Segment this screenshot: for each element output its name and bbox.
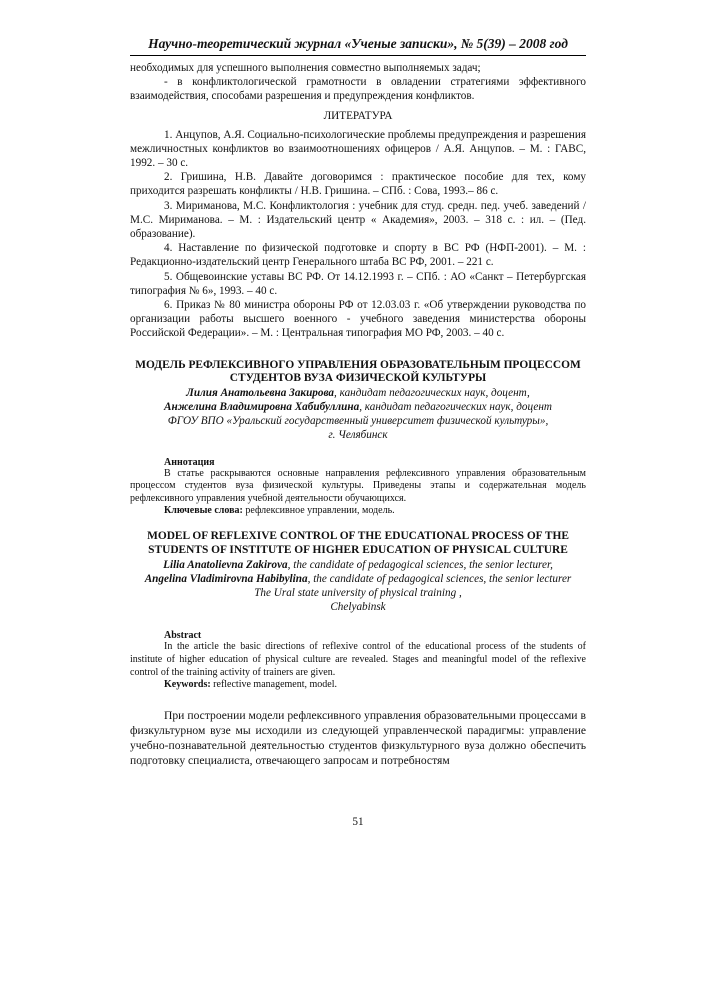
body-paragraph: При построении модели рефлексивного управления образовательными процессами в физкультурном вузе мы исходили из следующей управленческой парадигмы: управление учебно-познавательной деятельностью студентов физкультурного вуза должно обеспечить подготовку специалиста, отвечающего запросам и потребностям	[130, 709, 586, 768]
reference-item: 2. Гришина, Н.В. Давайте договоримся : практическое пособие для тех, кому приходится разрешать конфликты / Н.В. Гришина. – СПб. : Сова, 1993.– 86 с.	[130, 171, 586, 198]
ru-author-2-name: Анжелина Владимировна Хабибуллина	[164, 401, 360, 414]
ru-keywords-label: Ключевые слова:	[164, 505, 243, 517]
reference-list	[130, 128, 586, 341]
reference-item: 3. Мириманова, М.С. Конфликтология : учебник для студ. средн. пед. учеб. заведений / М.С. Мириманова. – М. : Издательский центр « Академия», 2003. – 318 с. : ил. – (Пед. образование).	[130, 199, 586, 241]
ru-author-1-role: , кандидат педагогических наук, доцент,	[334, 386, 530, 399]
annotation-text: В статье раскрываются основные направления рефлексивного управления образовательным процессом студентов вуза физической культуры. Приведены этапы и содержательная модель рефлексивного управления учебной деятельности обучающихся.	[130, 467, 586, 504]
ru-affiliation: ФГОУ ВПО «Уральский государственный университет физической культуры»,	[167, 415, 549, 428]
ru-city: г. Челябинск	[328, 429, 388, 442]
ru-article-title: МОДЕЛЬ РЕФЛЕКСИВНОГО УПРАВЛЕНИЯ ОБРАЗОВАТЕЛЬНЫМ ПРОЦЕССОМ СТУДЕНТОВ ВУЗА ФИЗИЧЕСКОЙ КУЛЬТУРЫ	[135, 358, 581, 385]
annotation-heading: Аннотация	[164, 456, 215, 468]
en-keywords	[130, 679, 586, 690]
ru-author-2-role: , кандидат педагогических наук, доцент	[359, 401, 552, 414]
reference-item: 6. Приказ № 80 министра обороны РФ от 12.03.03 г. «Об утверждении руководства по организации работы высшего военного - учебного заведения министерства обороны Российской Федерации». – М. : Центральная типография МО РФ, 2003. – 40 с.	[130, 299, 586, 340]
en-abstract-block	[130, 630, 586, 690]
intro-line-2: - в конфликтологической грамотности в овладении стратегиями эффективного взаимодействия, способами разрешения и предупреждения конфликтов.	[130, 76, 586, 103]
en-author-1-name: Lilia Anatolievna Zakirova	[163, 558, 288, 571]
reference-item: 1. Анцупов, А.Я. Социально-психологические проблемы предупреждения и разрешения межличностных конфликтов во взаимоотношениях офицеров / А.Я. Анцупов. – М. : ГАВС, 1992. – 30 с.	[130, 128, 586, 170]
ru-keywords	[130, 505, 586, 516]
ru-keywords-text: рефлексивное управлении, модель.	[242, 505, 395, 517]
en-article-title: MODEL OF REFLEXIVE CONTROL OF THE EDUCATIONAL PROCESS OF THE STUDENTS OF INSTITUTE OF HIGHER EDUCATION OF PHYSICAL CULTURE	[147, 530, 569, 557]
ru-author-1-name: Лилия Анатольевна Закирова	[186, 386, 335, 399]
reference-item: 4. Наставление по физической подготовке и спорту в ВС РФ (НФП-2001). – М. : Редакционно-издательский центр Генерального штаба ВС РФ, 2001. – 221 с.	[130, 242, 586, 269]
en-keywords-text: reflective management, model.	[210, 679, 338, 691]
en-author-1	[130, 558, 586, 572]
en-author-2-name: Angelina Vladimirovna Habibylina	[144, 572, 308, 585]
page-number: 51	[352, 816, 364, 828]
ru-author-2	[130, 400, 586, 414]
ru-annotation-block	[130, 457, 586, 517]
abstract-heading: Abstract	[164, 630, 202, 642]
abstract-text: In the article the basic directions of reflexive control of the educational process of the students of institute of higher education of physical culture are revealed. Stages and meaningful model of the reflexive control of the training activity of trainers are given.	[130, 641, 586, 678]
journal-page	[130, 36, 586, 828]
en-author-2-role: , the candidate of pedagogical sciences, the senior lecturer	[307, 572, 572, 585]
reference-item: 5. Общевоинские уставы ВС РФ. От 14.12.1993 г. – СПб. : АО «Санкт – Петербургская типография № 6», 1993. – 40 с.	[130, 270, 586, 297]
ru-author-1	[130, 386, 586, 400]
en-author-2	[130, 572, 586, 586]
en-author-1-role: , the candidate of pedagogical sciences, the senior lecturer,	[287, 558, 553, 571]
en-keywords-label: Keywords:	[164, 679, 211, 691]
en-affiliation: The Ural state university of physical training ,	[254, 587, 462, 600]
en-city: Chelyabinsk	[330, 601, 386, 614]
running-header: Научно-теоретический журнал «Ученые записки», № 5(39) – 2008 год	[130, 36, 586, 56]
literature-title: ЛИТЕРАТУРА	[323, 109, 393, 122]
intro-line-1: необходимых для успешного выполнения совместно выполняемых задач;	[130, 62, 481, 74]
intro-block	[130, 61, 586, 104]
